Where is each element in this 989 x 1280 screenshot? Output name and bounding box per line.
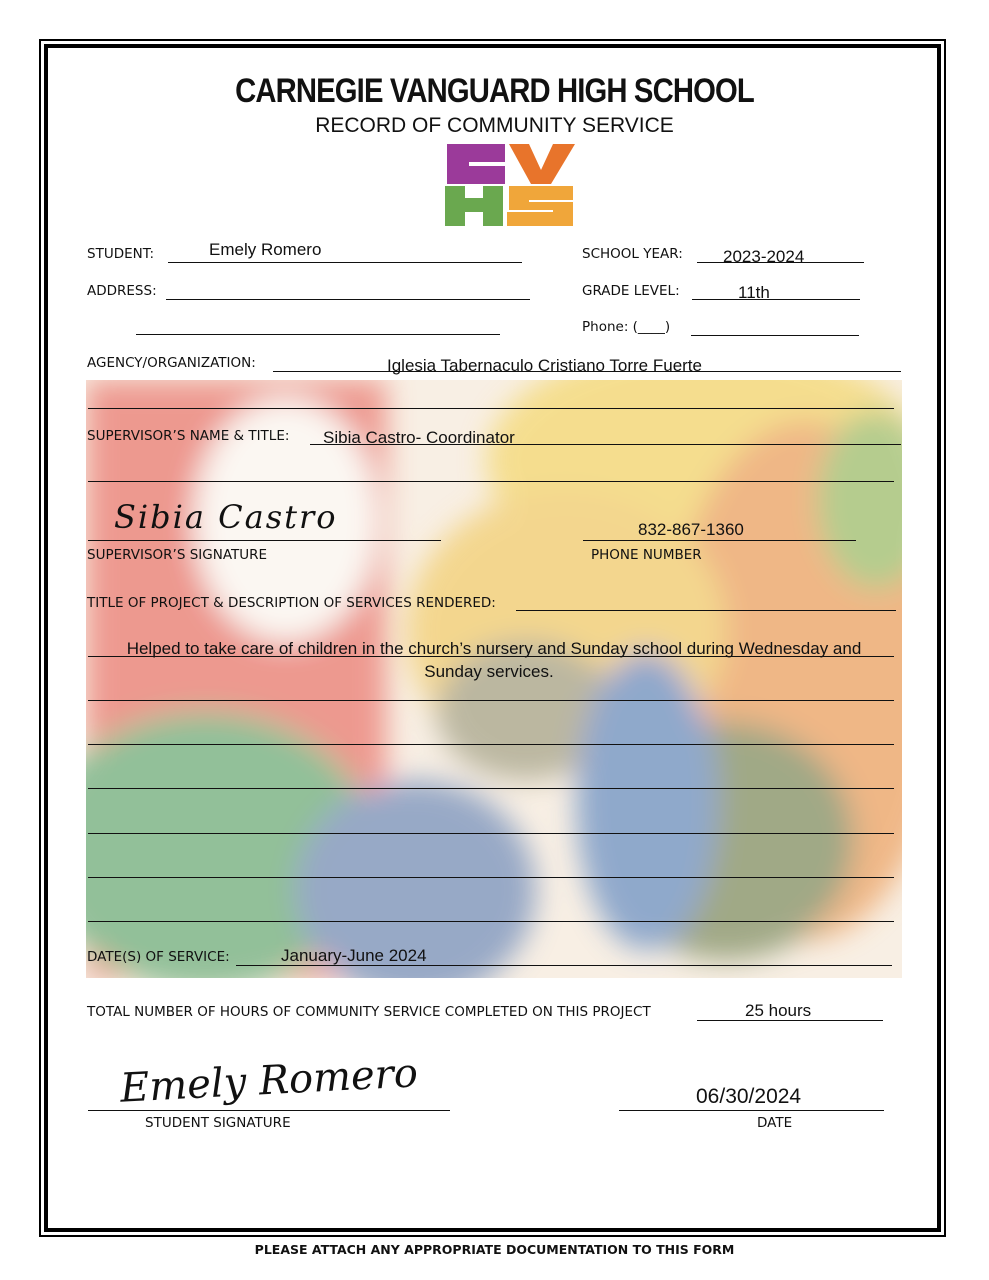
supervisor-signature[interactable]: Sibia Castro bbox=[114, 498, 338, 536]
school-year-value[interactable]: 2023-2024 bbox=[723, 247, 805, 266]
student-signature-line bbox=[88, 1110, 450, 1111]
project-line-6 bbox=[88, 877, 894, 878]
supervisor-signature-line bbox=[88, 540, 441, 541]
hours-label: TOTAL NUMBER OF HOURS OF COMMUNITY SERVICE COMPLETED ON THIS PROJECT bbox=[87, 1004, 651, 1020]
project-description-line-2[interactable]: Sunday services. bbox=[424, 662, 554, 681]
student-line bbox=[168, 262, 522, 263]
date-line bbox=[619, 1110, 884, 1111]
project-line-4 bbox=[88, 788, 894, 789]
project-line-3 bbox=[88, 744, 894, 745]
phone-line bbox=[691, 335, 859, 336]
hours-value[interactable]: 25 hours bbox=[745, 1001, 812, 1020]
supervisor-label: SUPERVISOR’S NAME & TITLE: bbox=[87, 428, 290, 444]
dates-label: DATE(S) OF SERVICE: bbox=[87, 949, 230, 965]
supervisor-signature-label: SUPERVISOR’S SIGNATURE bbox=[87, 547, 268, 563]
supervisor-value[interactable]: Sibia Castro- Coordinator bbox=[323, 428, 515, 447]
project-line-1 bbox=[88, 656, 894, 657]
supervisor-line-2 bbox=[88, 481, 894, 482]
form-subtitle: RECORD OF COMMUNITY SERVICE bbox=[315, 114, 674, 137]
agency-value[interactable]: Iglesia Tabernaculo Cristiano Torre Fuerte bbox=[387, 356, 702, 375]
project-line-7 bbox=[88, 921, 894, 922]
student-signature-label: STUDENT SIGNATURE bbox=[145, 1115, 291, 1131]
phone-number-value[interactable]: 832-867-1360 bbox=[638, 520, 744, 539]
address-line-2 bbox=[136, 334, 500, 335]
school-year-label: SCHOOL YEAR: bbox=[582, 246, 683, 262]
student-value[interactable]: Emely Romero bbox=[209, 240, 322, 259]
date-label: DATE bbox=[757, 1115, 793, 1131]
student-label: STUDENT: bbox=[87, 246, 155, 262]
phone-number-label: PHONE NUMBER bbox=[591, 547, 702, 563]
grade-level-label: GRADE LEVEL: bbox=[582, 283, 680, 299]
phone-label: Phone: (____) bbox=[582, 319, 671, 335]
date-value[interactable]: 06/30/2024 bbox=[696, 1085, 802, 1108]
address-label: ADDRESS: bbox=[87, 283, 157, 299]
address-line bbox=[166, 299, 530, 300]
student-signature[interactable]: Emely Romero bbox=[119, 1050, 419, 1112]
dates-value[interactable]: January-June 2024 bbox=[281, 946, 427, 965]
project-description-line-1[interactable]: Helped to take care of children in the church’s nursery and Sunday school during Wednesday and bbox=[126, 639, 862, 658]
project-line-2 bbox=[88, 700, 894, 701]
grade-level-value[interactable]: 11th bbox=[738, 283, 770, 302]
school-title: CARNEGIE VANGUARD HIGH SCHOOL bbox=[235, 72, 754, 110]
footer-note: PLEASE ATTACH ANY APPROPRIATE DOCUMENTATION TO THIS FORM bbox=[254, 1242, 735, 1257]
grade-level-line bbox=[692, 299, 860, 300]
project-line-5 bbox=[88, 833, 894, 834]
agency-label: AGENCY/ORGANIZATION: bbox=[87, 355, 256, 371]
cvhs-logo-icon bbox=[443, 142, 577, 228]
agency-line-2 bbox=[88, 408, 894, 409]
project-line bbox=[516, 610, 896, 611]
project-label: TITLE OF PROJECT & DESCRIPTION OF SERVICES RENDERED: bbox=[87, 595, 496, 611]
phone-number-line bbox=[583, 540, 856, 541]
